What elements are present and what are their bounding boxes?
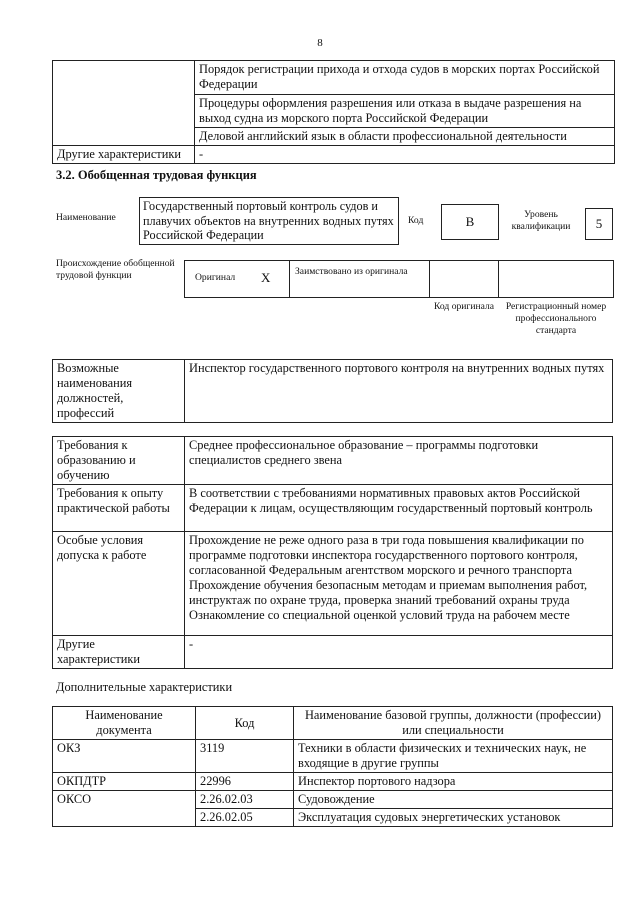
table-row [53, 773, 613, 791]
code-cell: 3119 [196, 740, 294, 773]
top-right-cell: Порядок регистрации прихода и отхода судов в морских портах Российской Федерации [195, 61, 615, 95]
req-value-line: Ознакомление со специальной оценкой условий труда на рабочем месте [189, 608, 570, 622]
divider [289, 261, 290, 297]
additional-table [52, 706, 613, 827]
doc-cell: ОКСО [53, 791, 196, 827]
req-value-line: Прохождение не реже одного раза в три года повышения квалификации по программе подготовки инспектора государственного портового контроля, согласованной Федеральным агентством морского и речного транспорта [189, 533, 584, 577]
header-cell: Наименование документа [53, 707, 196, 740]
name-cell: Эксплуатация судовых энергетических установок [294, 809, 613, 827]
page-number: 8 [317, 37, 323, 49]
requirements-table [52, 436, 613, 669]
req-value: - [185, 636, 613, 669]
section-title: 3.2. Обобщенная трудовая функция [56, 168, 257, 182]
table-row [53, 532, 613, 636]
table-row [53, 791, 613, 809]
header-cell: Код [196, 707, 294, 740]
req-value: В соответствии с требованиями нормативных правовых актов Российской Федерации к лицам, осуществляющим государственный портовый контроль [185, 485, 613, 532]
origin-label: Происхождение обобщенной трудовой функции [56, 258, 175, 281]
borrowed-label: Заимствовано из оригинала [295, 266, 408, 277]
table-row [53, 485, 613, 532]
origin-box [184, 260, 614, 298]
positions-label: Возможные наименования должностей, профессий [53, 360, 185, 423]
top-right-cell: - [195, 146, 615, 164]
code-original-label: Код оригинала [433, 301, 495, 312]
table-row [53, 437, 613, 485]
req-value-line: Прохождение обучения безопасным методам и приемам выполнения работ, инструктаж по охране труда, проверка знаний требований охраны труда [189, 578, 588, 607]
function-code: B [441, 204, 499, 240]
level-label: Уровень квалификации [511, 209, 571, 232]
divider [498, 261, 499, 297]
name-label: Наименование [56, 212, 116, 223]
table-header-row [53, 707, 613, 740]
req-label: Требования к образованию и обучению [53, 437, 185, 485]
top-left-cell [53, 61, 195, 146]
table-row [53, 61, 615, 95]
original-label: Оригинал [195, 272, 236, 283]
code-cell: 22996 [196, 773, 294, 791]
top-left-cell: Другие характеристики [53, 146, 195, 164]
header-cell: Наименование базовой группы, должности (профессии) или специальности [294, 707, 613, 740]
name-cell: Судовождение [294, 791, 613, 809]
req-value [185, 532, 613, 636]
top-right-cell: Процедуры оформления разрешения или отказа в выдаче разрешения на выход судна из морского порта Российской Федерации [195, 95, 615, 128]
code-cell: 2.26.02.03 [196, 791, 294, 809]
code-label: Код [408, 215, 424, 226]
name-cell: Инспектор портового надзора [294, 773, 613, 791]
positions-table [52, 359, 613, 423]
top-table [52, 60, 615, 164]
original-mark: X [261, 270, 271, 285]
req-label: Другие характеристики [53, 636, 185, 669]
function-name: Государственный портовый контроль судов и плавучих объектов на внутренних водных путях Российской Федерации [139, 197, 399, 245]
doc-cell: ОКПДТР [53, 773, 196, 791]
additional-title: Дополнительные характеристики [56, 680, 233, 694]
code-cell: 2.26.02.05 [196, 809, 294, 827]
req-label: Требования к опыту практической работы [53, 485, 185, 532]
table-row [53, 360, 613, 423]
top-right-cell: Деловой английский язык в области профессиональной деятельности [195, 128, 615, 146]
table-row [53, 146, 615, 164]
table-row [53, 636, 613, 669]
req-label: Особые условия допуска к работе [53, 532, 185, 636]
divider [429, 261, 430, 297]
table-row [53, 740, 613, 773]
name-cell: Техники в области физических и технических наук, не входящие в другие группы [294, 740, 613, 773]
doc-cell: ОКЗ [53, 740, 196, 773]
reg-number-label: Регистрационный номер профессионального стандарта [505, 301, 607, 336]
req-value: Среднее профессиональное образование – программы подготовки специалистов среднего звена [185, 437, 613, 485]
level-value: 5 [585, 208, 613, 240]
positions-value: Инспектор государственного портового контроля на внутренних водных путях [185, 360, 613, 423]
